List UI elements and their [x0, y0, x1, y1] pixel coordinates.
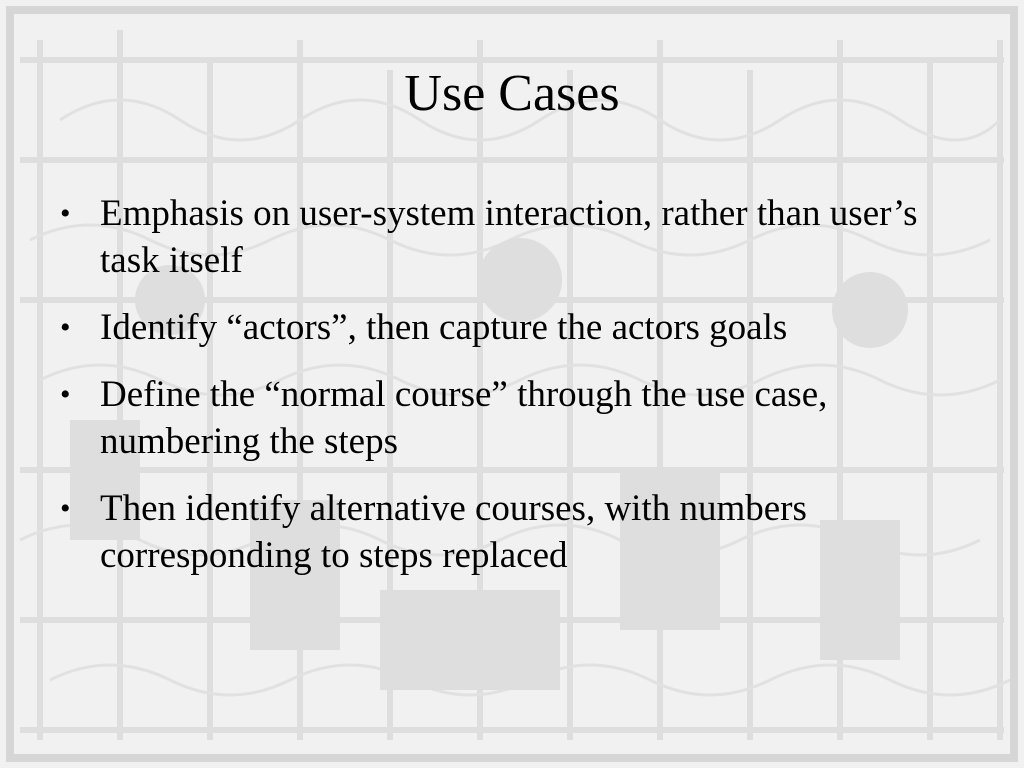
bullet-text: Emphasis on user-system interaction, rather than user’s task itself: [100, 193, 918, 281]
bullet-text: Identify “actors”, then capture the actors goals: [100, 307, 788, 348]
bullet-icon: •: [60, 197, 71, 230]
slide-title: Use Cases: [404, 65, 620, 122]
bullet-list: [56, 190, 976, 599]
bullet-text: Define the “normal course” through the use case, numbering the steps: [100, 374, 828, 462]
bullet-item: [56, 485, 976, 579]
bullet-icon: •: [60, 378, 71, 411]
bullet-icon: •: [60, 311, 71, 344]
bullet-text: Then identify alternative courses, with numbers corresponding to steps replaced: [100, 488, 807, 576]
bullet-icon: •: [60, 492, 71, 525]
bullet-item: [56, 190, 976, 284]
bullet-item: [56, 304, 976, 351]
bullet-item: [56, 371, 976, 465]
